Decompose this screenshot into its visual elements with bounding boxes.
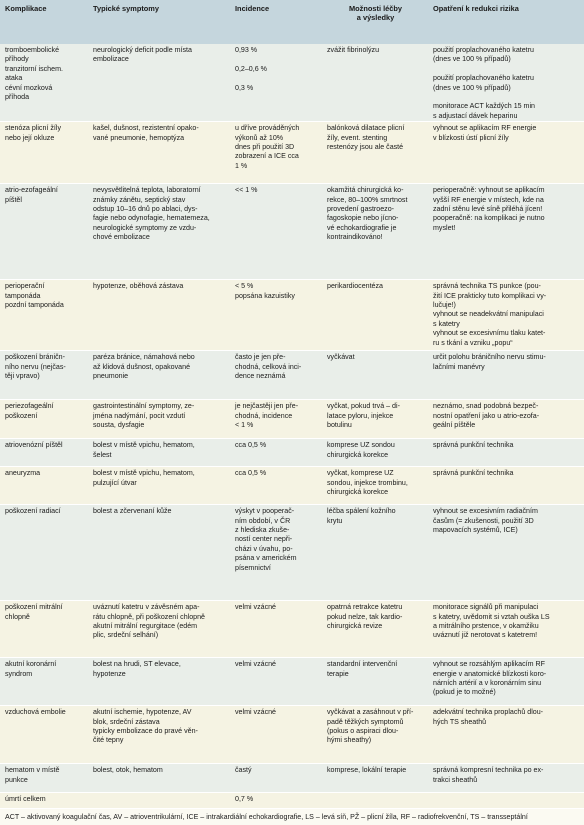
header-complication: Komplikace (0, 0, 88, 44)
cell-symptoms: bolest a zčervenaní kůže (88, 505, 230, 601)
cell-treatment: léčba spálení kožního krytu (322, 505, 428, 601)
cell-symptoms: bolest, otok, hematom (88, 764, 230, 793)
cell-complication: poškození radiací (0, 505, 88, 601)
cell-symptoms (88, 793, 230, 809)
cell-symptoms: gastrointestinální symptomy, ze- jména nadýmání, pocit vzdutí sousta, dysfagie (88, 400, 230, 439)
cell-symptoms: paréza bránice, námahová nebo až klidová dušnost, opakované pneumonie (88, 351, 230, 400)
cell-complication: aneuryzma (0, 467, 88, 505)
cell-complication: poškození bráničn- ního nervu (nejčas- těji vpravo) (0, 351, 88, 400)
table-header (0, 0, 584, 44)
cell-incidence: 0,93 % 0,2–0,6 % 0,3 % (230, 44, 322, 122)
cell-treatment: okamžitá chirurgická ko- rekce, 80–100% smrtnost provedení gastroezo- fagoskopie nebo jícno- vé echokardiografie je kontraindikováno! (322, 184, 428, 280)
header-incidence: Incidence (230, 0, 322, 44)
abbreviations-footnote: ACT – aktivovaný koagulační čas, AV – atrioventrikulární, ICE – intrakardiální echokardiografie, LS – levá síň, PŽ – plicní žíla, RF – radiofrekvenční, TS – transseptální (0, 809, 584, 825)
cell-treatment: vyčkat, komprese UZ sondou, injekce trombinu, chirurgická korekce (322, 467, 428, 505)
cell-complication: úmrtí celkem (0, 793, 88, 809)
cell-treatment: vyčkávat (322, 351, 428, 400)
cell-incidence: velmi vzácné (230, 601, 322, 658)
cell-complication: vzduchová embolie (0, 706, 88, 764)
cell-treatment: perikardiocentéza (322, 280, 428, 351)
cell-incidence: cca 0,5 % (230, 467, 322, 505)
cell-incidence: výskyt v pooperač- ním období, v ČR z hlediska zkuše- ností center nepři- cházi v úvahu, po- psána v americkém písemnictví (230, 505, 322, 601)
cell-treatment: komprese, lokální terapie (322, 764, 428, 793)
cell-symptoms: uváznutí katetru v závěsném apa- rátu chlopně, při poškození chlopně akutní mitrální regurgitace (edém plic, srdeční selhání) (88, 601, 230, 658)
cell-incidence: cca 0,5 % (230, 439, 322, 467)
cell-symptoms: neurologický deficit podle místa embolizace (88, 44, 230, 122)
cell-symptoms: bolest v místě vpichu, hematom, pulzující útvar (88, 467, 230, 505)
cell-risk-reduction: perioperačně: vyhnout se aplikacím vyšší RF energie v místech, kde na zadní stěnu levé síně přiléhá jícen! pooperačně: na komplikaci je nutno myslet! (428, 184, 584, 280)
table-row (0, 505, 584, 601)
cell-symptoms: kašel, dušnost, rezistentní opako- vané pneumonie, hemoptýza (88, 122, 230, 184)
cell-treatment: standardní intervenční terapie (322, 658, 428, 706)
cell-incidence: u dříve prováděných výkonů až 10% dnes při použití 3D zobrazení a ICE cca 1 % (230, 122, 322, 184)
cell-treatment: balónková dilatace plicní žíly, event. stenting restenózy jsou ale časté (322, 122, 428, 184)
table-row (0, 400, 584, 439)
cell-symptoms: akutní ischemie, hypotenze, AV blok, srdeční zástava typicky embolizace do pravé věn- čité tepny (88, 706, 230, 764)
table-row (0, 44, 584, 122)
cell-risk-reduction: správná kompresní technika po ex- trakci sheathů (428, 764, 584, 793)
cell-treatment: komprese UZ sondou chirurgická korekce (322, 439, 428, 467)
table-row (0, 706, 584, 764)
cell-risk-reduction: použití proplachovaného katetru (dnes ve 100 % případů) použití proplachovaného katetru (dnes ve 100 % případů) monitorace ACT každých 15 min s adjustací dávek heparinu (428, 44, 584, 122)
cell-incidence: velmi vzácné (230, 706, 322, 764)
cell-risk-reduction: adekvátní technika proplachů dlou- hých TS sheathů (428, 706, 584, 764)
table-row (0, 184, 584, 280)
table-row (0, 351, 584, 400)
cell-complication: poškození mitrální chlopně (0, 601, 88, 658)
cell-risk-reduction: určit polohu bráničního nervu stimu- lačními manévry (428, 351, 584, 400)
cell-risk-reduction: monitorace signálů při manipulaci s katetry, uvědomit si vztah ouška LS a mitrálního prstence, v okamžiku uváznutí již nerotovat s katetrem! (428, 601, 584, 658)
cell-incidence: 0,7 % (230, 793, 322, 809)
cell-symptoms: bolest na hrudi, ST elevace, hypotenze (88, 658, 230, 706)
header-treatment: Možnosti léčby a výsledky (322, 0, 428, 44)
cell-complication: stenóza plicní žíly nebo její okluze (0, 122, 88, 184)
cell-risk-reduction: neznámo, snad podobná bezpeč- nostní opatření jako u atrio-ezofa- geální píštěle (428, 400, 584, 439)
cell-treatment: opatrná retrakce katetru pokud nelze, tak kardio- chirurgická revize (322, 601, 428, 658)
cell-complication: hematom v místě punkce (0, 764, 88, 793)
cell-risk-reduction: správná technika TS punkce (pou- žití ICE prakticky tuto komplikaci vy- lučuje!) vyhnout se neadekvátní manipulaci s katetry vyhnout se excesivnímu tlaku katet- ru s tkání a vzniku „popu“ (428, 280, 584, 351)
cell-incidence: << 1 % (230, 184, 322, 280)
cell-incidence: častý (230, 764, 322, 793)
header-symptoms: Typické symptomy (88, 0, 230, 44)
cell-symptoms: bolest v místě vpichu, hematom, šelest (88, 439, 230, 467)
table-row (0, 122, 584, 184)
header-risk-reduction: Opatření k redukci rizika (428, 0, 584, 44)
cell-risk-reduction (428, 793, 584, 809)
cell-symptoms: hypotenze, oběhová zástava (88, 280, 230, 351)
table-row (0, 467, 584, 505)
cell-risk-reduction: vyhnout se excesivním radiačním časům (= zkušenosti, použití 3D mapovacích systémů, ICE) (428, 505, 584, 601)
table-row (0, 793, 584, 809)
table-row (0, 764, 584, 793)
cell-complication: perioperační tamponáda pozdní tamponáda (0, 280, 88, 351)
cell-risk-reduction: správná punkční technika (428, 439, 584, 467)
cell-incidence: je nejčastěji jen pře- chodná, incidence < 1 % (230, 400, 322, 439)
cell-complication: akutní koronární syndrom (0, 658, 88, 706)
cell-incidence: velmi vzácné (230, 658, 322, 706)
table-body (0, 44, 584, 809)
table-row (0, 658, 584, 706)
cell-complication: atriovenózní píštěl (0, 439, 88, 467)
cell-risk-reduction: vyhnout se rozsáhlým aplikacím RF energie v anatomické blízkosti koro- nárních artérií a v koronárním sinu (pokud je to možné) (428, 658, 584, 706)
table-row (0, 439, 584, 467)
cell-treatment: vyčkat, pokud trvá – di- latace pyloru, injekce botulinu (322, 400, 428, 439)
cell-treatment (322, 793, 428, 809)
cell-risk-reduction: vyhnout se aplikacím RF energie v blízkosti ústí plicní žíly (428, 122, 584, 184)
cell-incidence: často je jen pře- chodná, celková inci- dence neznámá (230, 351, 322, 400)
cell-complication: periezofageální poškození (0, 400, 88, 439)
cell-incidence: < 5 % popsána kazuistiky (230, 280, 322, 351)
cell-treatment: zvážit fibrinolýzu (322, 44, 428, 122)
cell-complication: tromboembolické příhody tranzitorní ischem. ataka cévní mozková příhoda (0, 44, 88, 122)
header-row (0, 0, 584, 44)
table-row (0, 601, 584, 658)
cell-risk-reduction: správná punkční technika (428, 467, 584, 505)
table-row (0, 280, 584, 351)
cell-complication: atrio-ezofageální píštěl (0, 184, 88, 280)
cell-treatment: vyčkávat a zasáhnout v pří- padě těžkých symptomů (pokus o aspiraci dlou- hými sheathy) (322, 706, 428, 764)
cell-symptoms: nevysvětlitelná teplota, laboratorní známky zánětu, septický stav odstup 10–16 dnů po ablaci, dys- fagie nebo odynofagie, hematemeza, neurologické symptomy ze vzdu- chové embolizace (88, 184, 230, 280)
